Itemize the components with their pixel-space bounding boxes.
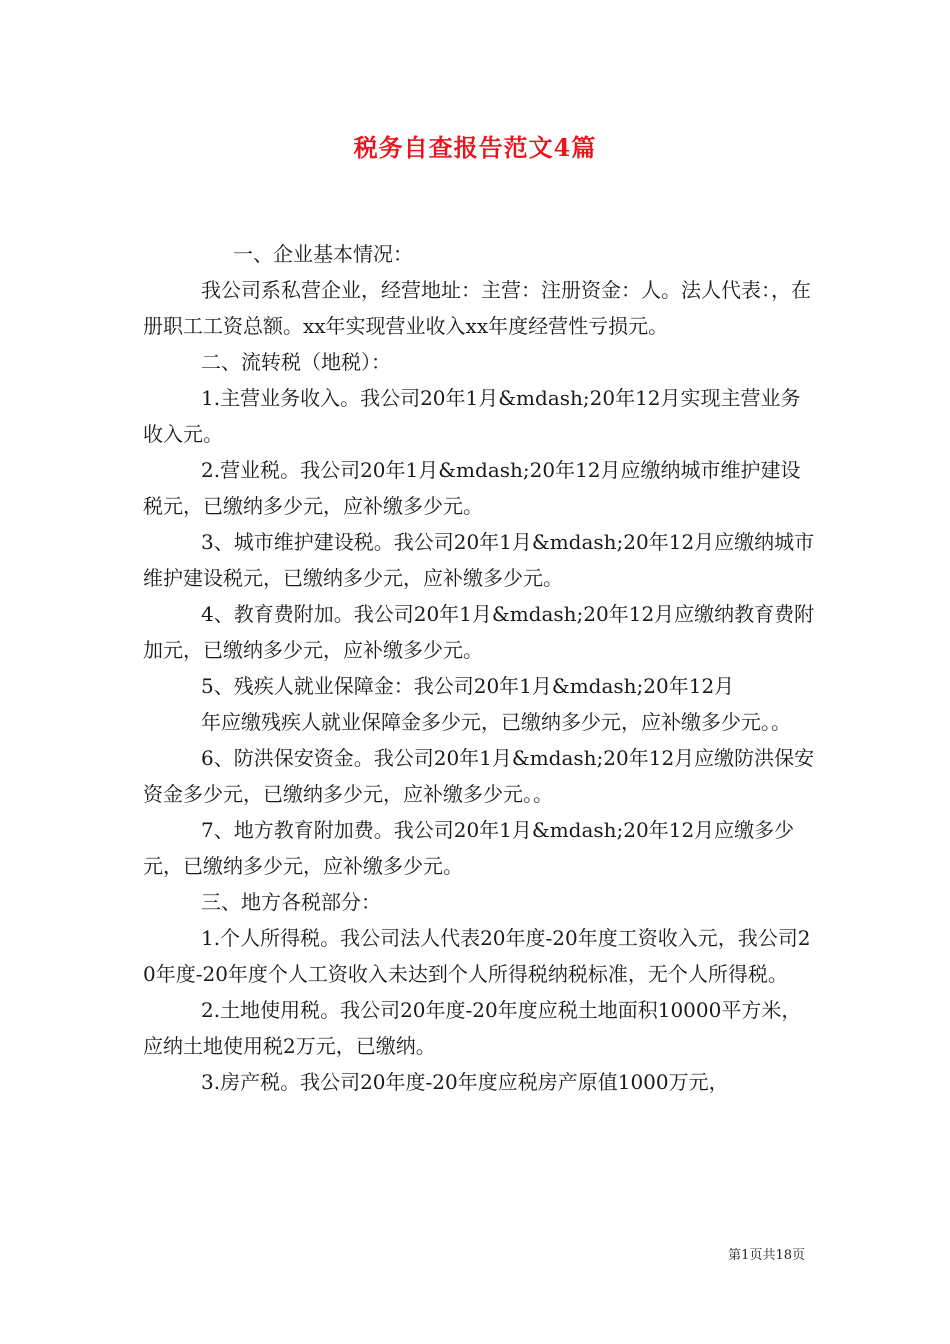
section-heading-local-taxes: 三、地方各税部分： (201, 890, 381, 914)
section-heading-basic-info: 一、企业基本情况： (233, 242, 413, 266)
page-indicator: 第1页共18页 (728, 1248, 805, 1263)
paragraph-local-education-fee: 7、地方教育附加费。我公司20年1月&mdash;20年12月应缴多少元，已缴纳多少元，应补缴多少元。 (143, 818, 795, 878)
paragraph-personal-income-tax: 1.个人所得税。我公司法人代表20年度-20年度工资收入元，我公司20年度-20年度个人工资收入未达到个人所得税纳税标准，无个人所得税。 (143, 926, 811, 986)
paragraph-flood-control-fund: 6、防洪保安资金。我公司20年1月&mdash;20年12月应缴防洪保安资金多少元，已缴纳多少元，应补缴多少元。。 (143, 746, 815, 806)
paragraph-disability-fund-cont: 年应缴残疾人就业保障金多少元，已缴纳多少元，应补缴多少元。。 (201, 710, 791, 734)
paragraph-property-tax: 3.房产税。我公司20年度-20年度应税房产原值1000万元， (201, 1070, 729, 1094)
paragraph-disability-fund: 5、残疾人就业保障金：我公司20年1月&mdash;20年12月 (201, 674, 735, 698)
section-heading-turnover-tax: 二、流转税（地税）： (201, 350, 391, 374)
document-body (143, 236, 815, 1100)
paragraph-education-surcharge: 4、教育费附加。我公司20年1月&mdash;20年12月应缴纳教育费附加元，已缴纳多少元，应补缴多少元。 (143, 602, 815, 662)
paragraph-main-revenue: 1.主营业务收入。我公司20年1月&mdash;20年12月实现主营业务收入元。 (143, 386, 801, 446)
paragraph-company-info: 我公司系私营企业，经营地址：主营：注册资金：人。法人代表：，在册职工工资总额。xx年实现营业收入xx年度经营性亏损元。 (143, 278, 811, 338)
paragraph-land-use-tax: 2.土地使用税。我公司20年度-20年度应税土地面积10000平方米，应纳土地使用税2万元，已缴纳。 (143, 998, 802, 1058)
paragraph-urban-maintenance-tax: 3、城市维护建设税。我公司20年1月&mdash;20年12月应缴纳城市维护建设税元，已缴纳多少元，应补缴多少元。 (143, 530, 815, 590)
document-title: 税务自查报告范文4篇 (353, 133, 597, 162)
paragraph-business-tax: 2.营业税。我公司20年1月&mdash;20年12月应缴纳城市维护建设税元，已缴纳多少元，应补缴多少元。 (143, 458, 801, 518)
